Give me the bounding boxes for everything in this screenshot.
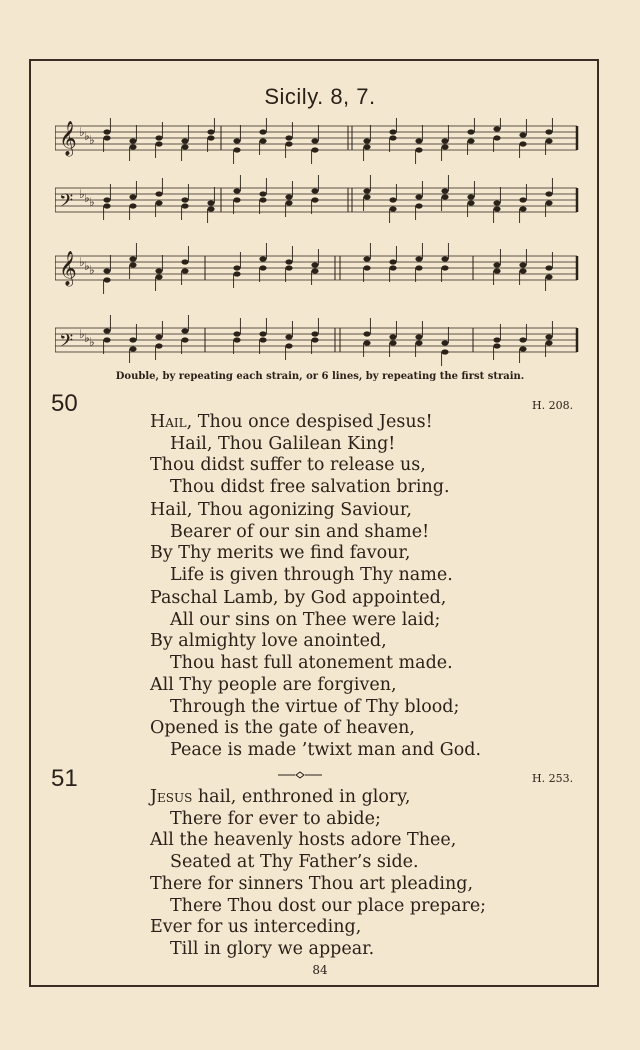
hymn-number-50: 50 <box>51 390 78 417</box>
flat-icon: ♭ <box>89 335 95 349</box>
notehead <box>259 265 266 270</box>
notehead <box>493 268 500 273</box>
notehead <box>103 135 110 140</box>
notehead <box>207 206 214 211</box>
notehead <box>155 135 162 140</box>
notehead <box>493 135 500 140</box>
notehead <box>129 337 136 342</box>
stanza-line: Bearer of our sin and shame! <box>170 521 430 542</box>
notehead <box>103 203 110 208</box>
notehead <box>467 200 474 205</box>
notehead <box>311 147 318 152</box>
notehead <box>155 343 162 348</box>
flat-icon: ♭ <box>84 129 90 143</box>
notehead <box>285 334 292 339</box>
notehead <box>285 135 292 140</box>
stanza-line: There for sinners Thou art pleading, <box>150 874 474 894</box>
notehead <box>363 194 370 199</box>
tune-name: Sicily. <box>264 84 324 109</box>
notehead <box>519 268 526 273</box>
stanza-line: Hail, Thou agonizing Saviour, <box>150 500 412 520</box>
notehead <box>233 337 240 342</box>
score-staves <box>55 126 577 352</box>
notehead <box>259 197 266 202</box>
stanza-line: Ever for us interceding, <box>150 917 362 938</box>
notehead <box>415 265 422 270</box>
stanza-line: Through the virtue of Thy blood; <box>170 696 460 717</box>
page-number: 84 <box>312 963 328 977</box>
stanza-first-line-rest: Thou once despised Jesus! <box>192 412 433 432</box>
notehead <box>389 334 396 339</box>
notehead <box>285 259 292 264</box>
notehead <box>181 138 188 143</box>
hymn-51-stanza-2 <box>150 874 486 960</box>
notehead <box>519 262 526 267</box>
hymn-50-stanza-4 <box>150 675 481 761</box>
notehead <box>415 147 422 152</box>
stanza-line: Till in glory we appear. <box>170 938 375 959</box>
notehead <box>285 200 292 205</box>
notehead <box>285 194 292 199</box>
flat-icon: ♭ <box>79 255 85 269</box>
flat-icon: ♭ <box>84 331 90 345</box>
notehead <box>363 138 370 143</box>
notehead <box>311 138 318 143</box>
notehead <box>103 328 110 333</box>
notehead <box>467 129 474 134</box>
notehead <box>415 203 422 208</box>
notehead <box>545 129 552 134</box>
notehead <box>441 340 448 345</box>
stanza-line: There for ever to abide; <box>170 808 381 829</box>
notehead <box>389 259 396 264</box>
notehead <box>545 340 552 345</box>
notehead <box>389 197 396 202</box>
notehead <box>441 349 448 354</box>
score-notes <box>59 118 553 366</box>
notehead <box>129 203 136 208</box>
notehead <box>129 144 136 149</box>
notehead <box>155 268 162 273</box>
flat-icon: ♭ <box>84 191 90 205</box>
notehead <box>311 197 318 202</box>
hymn-reference-50: H. 208. <box>532 399 574 412</box>
stanza-first-word: Jesus <box>150 787 193 807</box>
notehead <box>259 129 266 134</box>
notehead <box>493 126 500 131</box>
notehead <box>519 206 526 211</box>
notehead <box>467 194 474 199</box>
notehead <box>545 138 552 143</box>
notehead <box>129 256 136 261</box>
notehead <box>233 188 240 193</box>
flat-icon: ♭ <box>89 133 95 147</box>
stanza-line: Hail, Thou Galilean King! <box>170 433 396 454</box>
flat-icon: ♭ <box>79 125 85 139</box>
notehead <box>493 343 500 348</box>
notehead <box>493 200 500 205</box>
notehead <box>441 256 448 261</box>
notehead <box>103 277 110 282</box>
notehead <box>181 144 188 149</box>
notehead <box>181 337 188 342</box>
stanza-line: By Thy merits we find favour, <box>150 543 411 564</box>
stanza-line: Thou didst suffer to release us, <box>150 455 426 476</box>
notehead <box>441 144 448 149</box>
notehead <box>363 340 370 345</box>
notehead <box>545 265 552 270</box>
notehead <box>415 138 422 143</box>
notehead <box>363 265 370 270</box>
notehead <box>363 331 370 336</box>
notehead <box>415 256 422 261</box>
notehead <box>389 265 396 270</box>
notehead <box>311 337 318 342</box>
stanza-line: All the heavenly hosts adore Thee, <box>150 830 457 851</box>
notehead <box>389 129 396 134</box>
stanza-line: By almighty love anointed, <box>150 631 387 652</box>
notehead <box>389 340 396 345</box>
tune-title <box>0 84 640 110</box>
notehead <box>519 132 526 137</box>
notehead <box>181 268 188 273</box>
tune-meter: 8, 7. <box>330 84 376 109</box>
bass-clef-icon: 𝄢 <box>59 331 74 356</box>
notehead <box>181 259 188 264</box>
notehead <box>207 200 214 205</box>
hymn-divider <box>278 770 322 780</box>
notehead <box>103 129 110 134</box>
notehead <box>363 256 370 261</box>
notehead <box>363 188 370 193</box>
notehead <box>103 268 110 273</box>
notehead <box>311 331 318 336</box>
stanza-line: Seated at Thy Father’s side. <box>170 851 419 872</box>
notehead <box>103 197 110 202</box>
notehead <box>441 265 448 270</box>
stanza-line: Thou didst free salvation bring. <box>170 476 450 497</box>
stanza-line: Life is given through Thy name. <box>170 564 453 585</box>
notehead <box>519 141 526 146</box>
notehead <box>363 144 370 149</box>
notehead <box>259 331 266 336</box>
hymn-50-stanza-1 <box>150 412 450 498</box>
notehead <box>233 265 240 270</box>
notehead <box>181 203 188 208</box>
bass-clef-icon: 𝄢 <box>59 191 74 216</box>
notehead <box>129 194 136 199</box>
notehead <box>545 200 552 205</box>
notehead <box>233 138 240 143</box>
stanza-line: There Thou dost our place prepare; <box>170 895 487 916</box>
notehead <box>155 334 162 339</box>
notehead <box>519 346 526 351</box>
hymn-reference-51: H. 253. <box>532 772 574 785</box>
notehead <box>129 138 136 143</box>
notehead <box>181 328 188 333</box>
notehead <box>259 256 266 261</box>
notehead <box>155 274 162 279</box>
flat-icon: ♭ <box>89 263 95 277</box>
notehead <box>233 147 240 152</box>
notehead <box>493 206 500 211</box>
notehead <box>207 135 214 140</box>
notehead <box>129 346 136 351</box>
notehead <box>519 337 526 342</box>
notehead <box>233 197 240 202</box>
notehead <box>233 271 240 276</box>
notehead <box>389 135 396 140</box>
notehead <box>389 206 396 211</box>
notehead <box>415 334 422 339</box>
notehead <box>285 343 292 348</box>
notehead <box>129 262 136 267</box>
notehead <box>259 138 266 143</box>
notehead <box>285 141 292 146</box>
hymn-51-stanza-1 <box>150 787 456 873</box>
stanza-first-word: Hail, <box>150 412 193 432</box>
notehead <box>207 129 214 134</box>
notehead <box>103 337 110 342</box>
notehead <box>493 262 500 267</box>
flat-icon: ♭ <box>79 327 85 341</box>
score-note: Double, by repeating each strain, or 6 lines, by repeating the first strain. <box>115 371 525 382</box>
notehead <box>415 340 422 345</box>
stanza-line: All Thy people are forgiven, <box>150 675 397 695</box>
notehead <box>545 191 552 196</box>
notehead <box>155 200 162 205</box>
hymn-number-51: 51 <box>51 765 78 792</box>
notehead <box>285 265 292 270</box>
notehead <box>155 141 162 146</box>
notehead <box>545 274 552 279</box>
treble-clef-icon: 𝄞 <box>59 251 77 286</box>
notehead <box>311 268 318 273</box>
treble-clef-icon: 𝄞 <box>59 121 77 156</box>
notehead <box>415 194 422 199</box>
notehead <box>519 197 526 202</box>
stanza-line: Peace is made ’twixt man and God. <box>170 739 482 760</box>
notehead <box>441 138 448 143</box>
notehead <box>441 188 448 193</box>
stanza-line: All our sins on Thee were laid; <box>170 609 441 630</box>
stanza-first-line-rest: hail, enthroned in glory, <box>192 787 411 807</box>
notehead <box>181 197 188 202</box>
stanza-line: Opened is the gate of heaven, <box>150 718 415 739</box>
notehead <box>155 191 162 196</box>
flat-icon: ♭ <box>89 195 95 209</box>
hymn-50-stanza-3 <box>150 588 453 674</box>
notehead <box>311 188 318 193</box>
notehead <box>259 191 266 196</box>
notehead <box>545 334 552 339</box>
notehead <box>493 337 500 342</box>
stanza-line: Paschal Lamb, by God appointed, <box>150 588 447 608</box>
hymn-50-stanza-2 <box>150 500 453 586</box>
music-score <box>55 118 585 368</box>
notehead <box>233 331 240 336</box>
notehead <box>441 194 448 199</box>
flat-icon: ♭ <box>84 259 90 273</box>
flat-icon: ♭ <box>79 187 85 201</box>
stanza-line: Thou hast full atonement made. <box>170 652 453 673</box>
notehead <box>311 262 318 267</box>
notehead <box>467 138 474 143</box>
notehead <box>259 337 266 342</box>
